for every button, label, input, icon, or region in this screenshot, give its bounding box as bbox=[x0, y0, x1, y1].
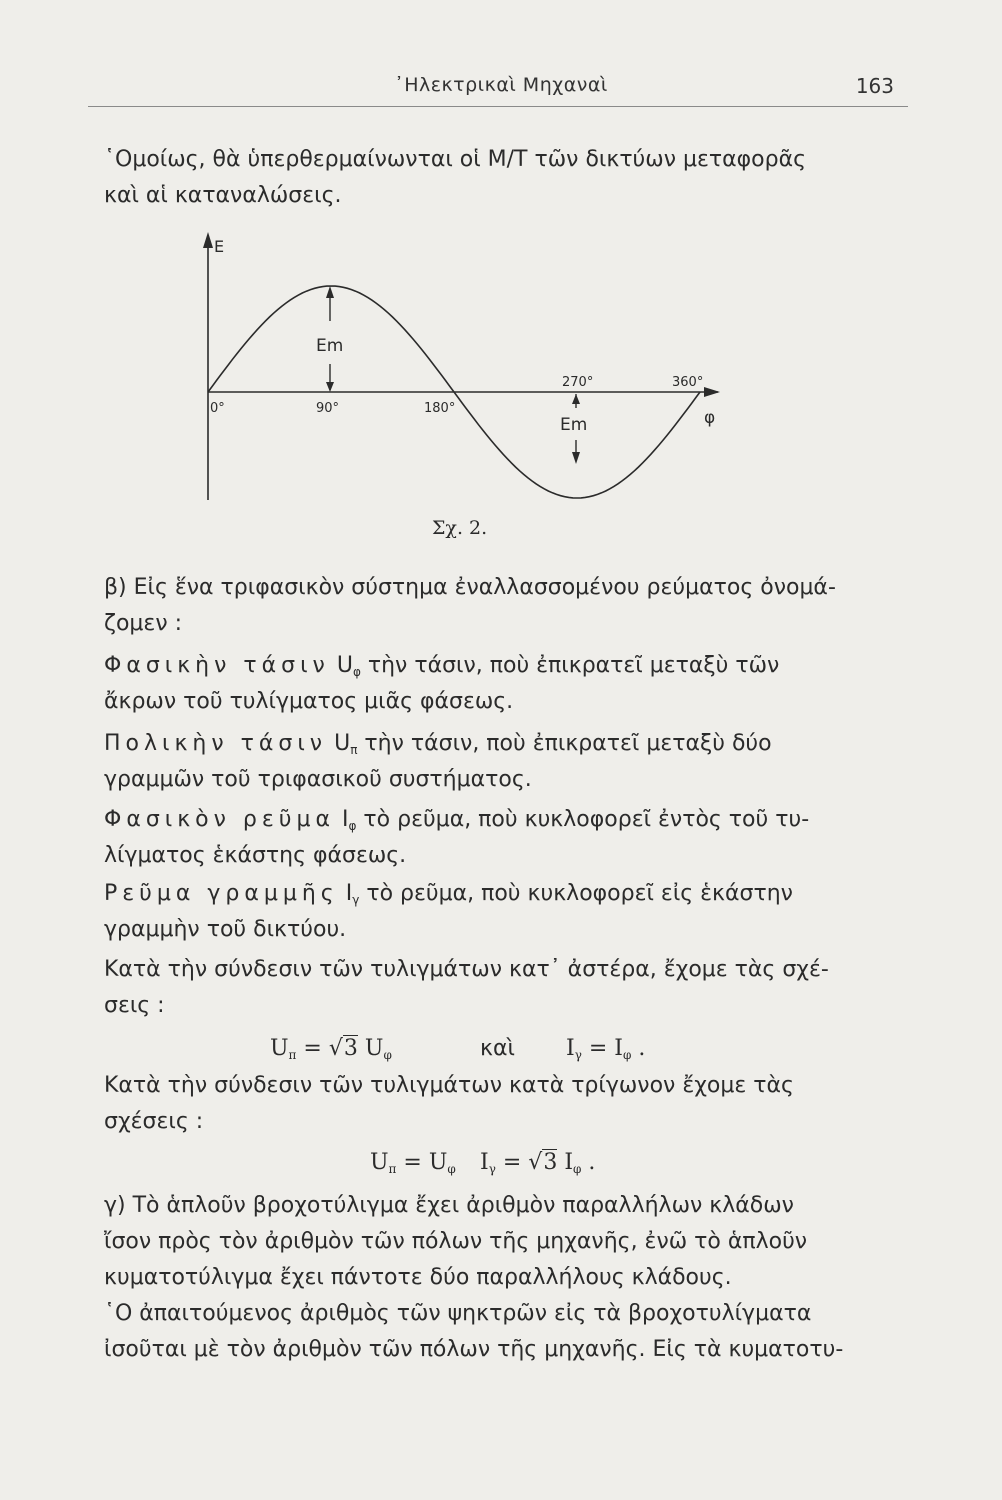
em-bottom-label: Em bbox=[560, 415, 588, 435]
definition-phase-current-text: τὸ ρεῦμα, ποὺ κυκλοφορεῖ ἐντὸς τοῦ τυ- bbox=[356, 807, 810, 832]
definition-phase-current bbox=[104, 806, 809, 840]
definition-line-voltage-line-2: γραμμῶν τοῦ τριφασικοῦ συστήματος. bbox=[104, 767, 532, 792]
symbol-phase-current: I bbox=[342, 807, 349, 832]
section-c-line-3: κυματοτύλιγμα ἔχει πάντοτε δύο παραλλήλους κλάδους. bbox=[104, 1265, 732, 1290]
em-bottom-arrow-head bbox=[572, 394, 580, 404]
definition-line-current-line-2: γραμμὴν τοῦ δικτύου. bbox=[104, 917, 347, 942]
em-top-label: Em bbox=[316, 336, 344, 356]
tick-90: 90° bbox=[316, 401, 340, 416]
definition-line-voltage-text: τὴν τάσιν, ποὺ ἐπικρατεῖ μεταξὺ δύο bbox=[357, 731, 772, 756]
y-axis-label: E bbox=[214, 237, 225, 256]
section-c-line-5: ἰσοῦται μὲ τὸν ἀριθμὸν τῶν πόλων τῆς μηχανῆς. Εἰς τὰ κυματοτυ- bbox=[104, 1337, 844, 1362]
symbol-phase-current-sub: φ bbox=[348, 819, 357, 833]
delta-connection-line-2: σχέσεις : bbox=[104, 1109, 204, 1134]
definition-phase-voltage bbox=[104, 652, 779, 686]
delta-connection-line-1: Κατὰ τὴν σύνδεσιν τῶν τυλιγμάτων κατὰ τρίγωνον ἔχομε τὰς bbox=[104, 1073, 794, 1098]
definition-line-current-text: τὸ ρεῦμα, ποὺ κυκλοφορεῖ εἰς ἑκάστην bbox=[359, 881, 793, 906]
section-c-line-4: ῾Ο ἀπαιτούμενος ἀριθμὸς τῶν ψηκτρῶν εἰς τὰ βροχοτυλίγματα bbox=[104, 1301, 812, 1326]
definition-line-current bbox=[104, 880, 793, 914]
term-line-voltage: Πολικὴν τάσιν bbox=[104, 731, 328, 756]
tick-180: 180° bbox=[424, 401, 456, 416]
tick-270: 270° bbox=[562, 375, 594, 390]
term-phase-current: Φασικὸν ρεῦμα bbox=[104, 807, 335, 832]
tick-0: 0° bbox=[210, 401, 225, 416]
star-equation-voltage: $U_\pi = √3$ $U_\varphi$ bbox=[270, 1036, 392, 1062]
definition-phase-current-line-2: λίγματος ἑκάστης φάσεως. bbox=[104, 843, 407, 868]
x-axis-label: φ bbox=[704, 408, 716, 428]
em-top-arrow-head-lower bbox=[326, 382, 334, 392]
symbol-phase-voltage: U bbox=[336, 653, 353, 678]
term-line-current: Ρεῦμα γραμμῆς bbox=[104, 881, 339, 906]
section-c-line-1: γ) Τὸ ἁπλοῦν βροχοτύλιγμα ἔχει ἀριθμὸν παραλλήλων κλάδων bbox=[104, 1193, 794, 1218]
definition-phase-voltage-line-2: ἄκρων τοῦ τυλίγματος μιᾶς φάσεως. bbox=[104, 689, 514, 714]
star-connection-line-2: σεις : bbox=[104, 993, 165, 1018]
symbol-phase-voltage-sub: φ bbox=[352, 665, 361, 679]
symbol-line-voltage: U bbox=[334, 731, 351, 756]
delta-equation-current: $I_\gamma = √3$ $I_\varphi$ . bbox=[480, 1150, 596, 1176]
section-b-line-2: ζομεν : bbox=[104, 611, 183, 636]
figure-caption: Σχ. 2. bbox=[432, 517, 488, 539]
tick-360: 360° bbox=[672, 375, 704, 390]
symbol-line-current: I bbox=[345, 881, 353, 906]
star-equation-current: $I_\gamma = I_\varphi$ . bbox=[566, 1036, 646, 1062]
section-c-line-2: ἴσον πρὸς τὸν ἀριθμὸν τῶν πόλων τῆς μηχανῆς, ἐνῶ τὸ ἁπλοῦν bbox=[104, 1229, 808, 1254]
em-bottom-arrow-head-lower bbox=[572, 452, 580, 464]
section-b-line-1: β) Εἰς ἕνα τριφασικὸν σύστημα ἐναλλασσομένου ρεύματος ὀνομά- bbox=[104, 575, 836, 600]
em-top-arrow-head bbox=[326, 286, 334, 298]
delta-equation-voltage: $U_\pi = U_\varphi$ bbox=[370, 1150, 456, 1176]
definition-line-voltage bbox=[104, 730, 772, 764]
x-axis-arrow bbox=[704, 387, 720, 397]
intro-line-2: καὶ αἱ καταναλώσεις. bbox=[104, 183, 342, 208]
intro-line-1: ῾Ομοίως, θὰ ὑπερθερμαίνωνται οἱ Μ/Τ τῶν δικτύων μεταφορᾶς bbox=[104, 147, 806, 172]
y-axis-arrow bbox=[203, 232, 213, 248]
running-title: ᾿Ηλεκτρικαὶ Μηχαναὶ bbox=[394, 74, 608, 96]
sine-wave-figure bbox=[0, 0, 1002, 540]
symbol-line-current-sub: γ bbox=[352, 893, 360, 907]
star-connection-line-1: Κατὰ τὴν σύνδεσιν τῶν τυλιγμάτων κατ᾿ ἀστέρα, ἔχομε τὰς σχέ- bbox=[104, 957, 829, 982]
star-equation-conjunction: καὶ bbox=[480, 1036, 515, 1061]
definition-phase-voltage-text: τὴν τάσιν, ποὺ ἐπικρατεῖ μεταξὺ τῶν bbox=[360, 653, 780, 678]
symbol-line-voltage-sub: π bbox=[350, 743, 358, 757]
page-number: 163 bbox=[855, 74, 894, 98]
term-phase-voltage: Φασικὴν τάσιν bbox=[104, 653, 330, 678]
